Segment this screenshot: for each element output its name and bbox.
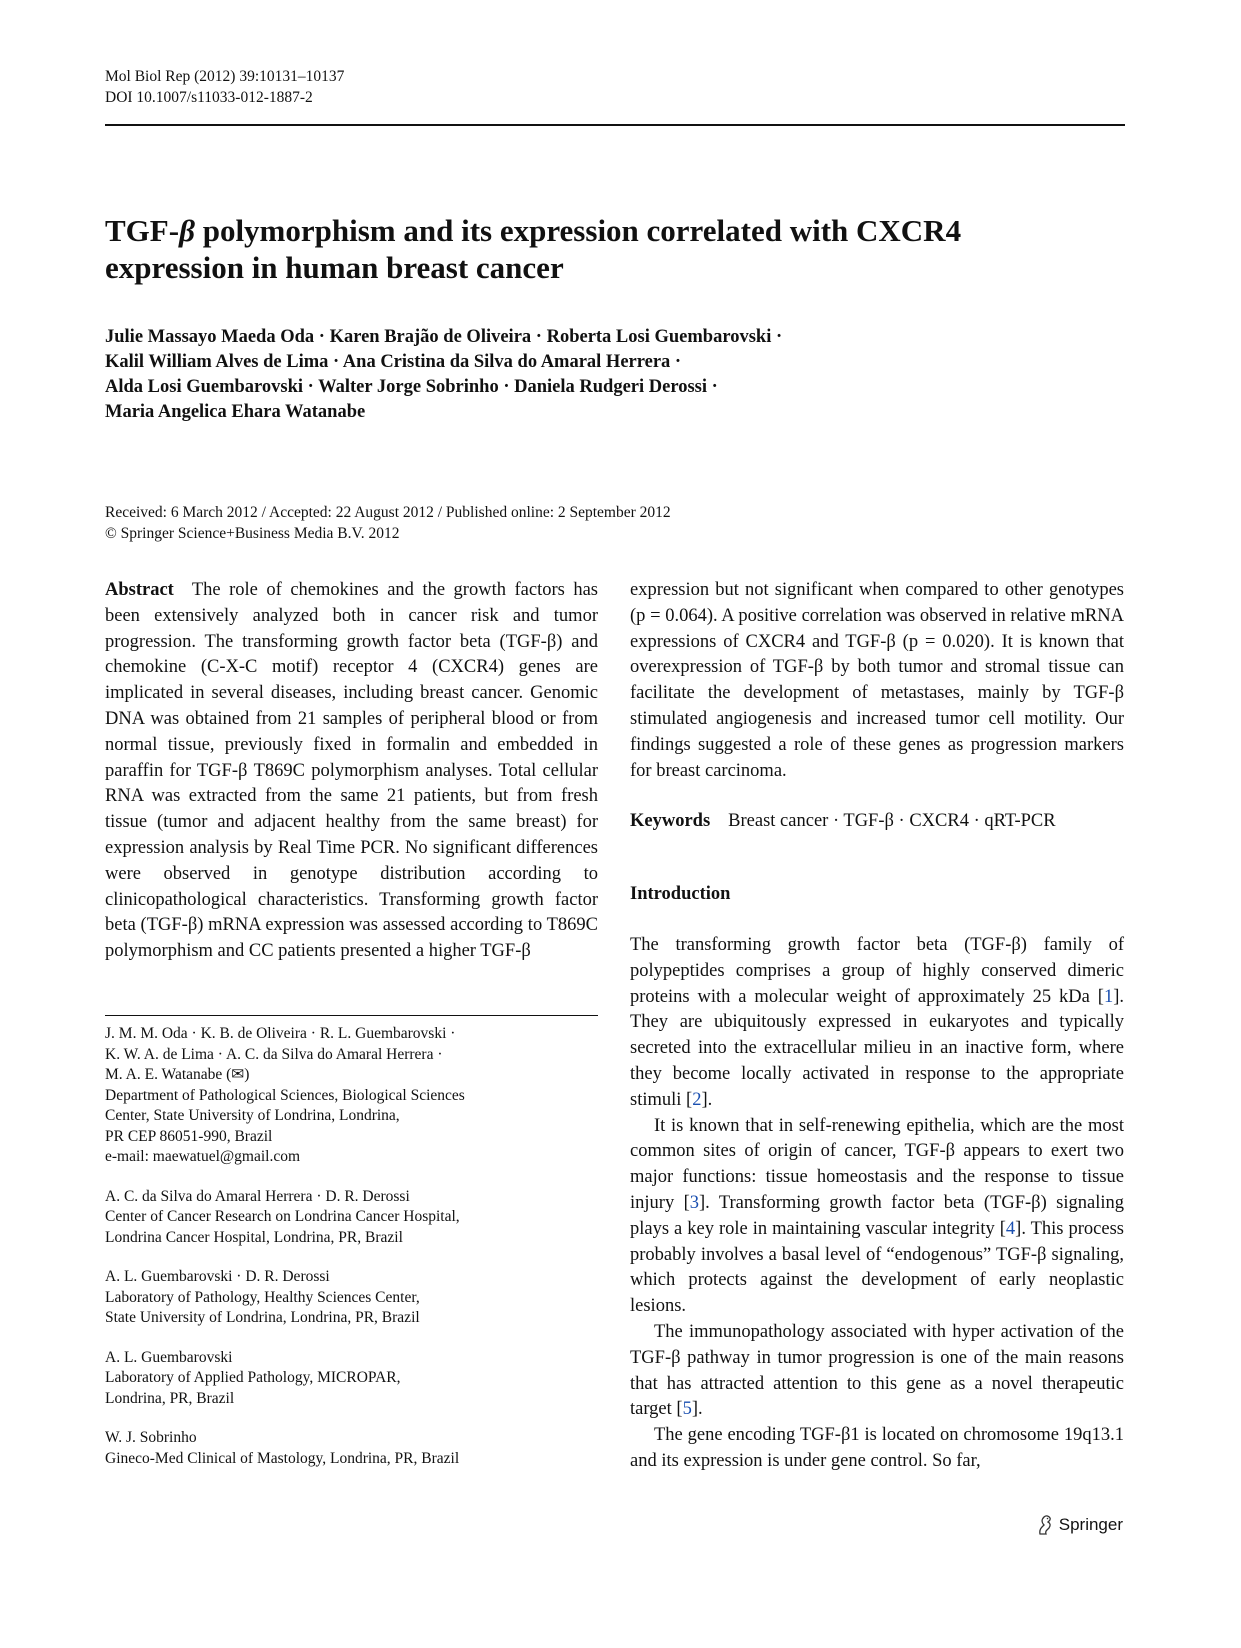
affiliation-line: Londrina Cancer Hospital, Londrina, PR, Brazil (105, 1228, 403, 1246)
abstract-left (105, 578, 598, 965)
affiliation-line: M. A. E. Watanabe (✉) (105, 1066, 250, 1083)
author-line: Kalil William Alves de Lima · Ana Cristina da Silva do Amaral Herrera · (105, 352, 682, 372)
affiliation-line: Department of Pathological Sciences, Biological Sciences (105, 1086, 465, 1104)
intro-paragraph: It is known that in self-renewing epithelia, which are the most common sites of origin of cancer, TGF-β appears to exert two major functions: tissue homeostasis and the response to tissue injury [3]. Transforming growth factor beta (TGF-β) signaling plays a key role in maintaining vascular integrity [4]. This process probably involves a basal level of “endogenous” TGF-β signaling, which protects against the development of early neoplastic lesions. (630, 1115, 1124, 1317)
affiliation-line: Center, State University of Londrina, Londrina, (105, 1107, 400, 1124)
right-column (630, 578, 1124, 1475)
section-heading-introduction: Introduction (630, 884, 731, 905)
doi: DOI 10.1007/s11033-012-1887-2 (105, 89, 313, 106)
affiliation-line: K. W. A. de Lima · A. C. da Silva do Amaral Herrera · (105, 1045, 443, 1063)
springer-horse-icon (1036, 1514, 1054, 1536)
left-column (105, 578, 598, 965)
affiliation-line: State University of Londrina, Londrina, PR, Brazil (105, 1309, 420, 1326)
citation-link[interactable]: 4 (1005, 1218, 1016, 1239)
publication-dates (105, 502, 671, 544)
affiliation-line: e-mail: maewatuel@gmail.com (105, 1148, 301, 1165)
affiliation-line: Center of Cancer Research on Londrina Cancer Hospital, (105, 1208, 460, 1225)
received-dates: Received: 6 March 2012 / Accepted: 22 August 2012 / Published online: 2 September 2012 (105, 504, 671, 521)
abstract-right: expression but not significant when compared to other genotypes (p = 0.064). A positive correlation was observed in relative mRNA expressions of CXCR4 and TGF-β (p = 0.020). It is known that overexpression of TGF-β by both tumor and stromal tissue can facilitate the development of metastases, mainly by TGF-β stimulated angiogenesis and increased tumor cell motility. Our findings suggested a role of these genes as progression markers for breast carcinoma. (630, 580, 1124, 781)
publisher-name: Springer (1058, 1515, 1123, 1534)
intro-paragraph: The gene encoding TGF-β1 is located on chromosome 19q13.1 and its expression is under gene control. So far, (630, 1425, 1124, 1471)
abstract-label: Abstract (105, 580, 174, 600)
keywords-text: Breast cancer · TGF-β · CXCR4 · qRT-PCR (728, 811, 1056, 832)
affiliation-line: Laboratory of Applied Pathology, MICROPAR, (105, 1369, 401, 1386)
author-list (105, 325, 1105, 425)
intro-paragraph: The immunopathology associated with hyper activation of the TGF-β pathway in tumor progression is one of the main reasons that has attracted attention to this gene as a novel therapeutic target [5]. (630, 1321, 1124, 1420)
affiliation-line: J. M. M. Oda · K. B. de Oliveira · R. L. Guembarovski · (105, 1025, 456, 1042)
citation-link[interactable]: 3 (689, 1192, 700, 1213)
header-rule (105, 124, 1125, 126)
footnote-rule (105, 1015, 598, 1016)
copyright: © Springer Science+Business Media B.V. 2012 (105, 525, 400, 542)
journal-header (105, 66, 344, 108)
author-line: Alda Losi Guembarovski · Walter Jorge Sobrinho · Daniela Rudgeri Derossi · (105, 377, 718, 397)
affiliation-block (105, 1187, 605, 1249)
author-line: Julie Massayo Maeda Oda · Karen Brajão de Oliveira · Roberta Losi Guembarovski · (105, 327, 783, 347)
keywords-label: Keywords (630, 811, 711, 832)
affiliation-line: A. C. da Silva do Amaral Herrera · D. R. Derossi (105, 1187, 410, 1205)
affiliation-block (105, 1024, 605, 1168)
affiliation-line: A. L. Guembarovski · D. R. Derossi (105, 1268, 330, 1285)
paper-title: TGF-β polymorphism and its expression correlated with CXCR4 expression in human breast cancer (105, 213, 962, 285)
keywords (630, 809, 1124, 835)
citation-link[interactable]: 2 (692, 1089, 702, 1110)
affiliation-line: Laboratory of Pathology, Healthy Sciences Center, (105, 1288, 420, 1306)
affiliation-line: W. J. Sobrinho (105, 1429, 197, 1446)
affiliation-line: A. L. Guembarovski (105, 1348, 233, 1366)
author-line: Maria Angelica Ehara Watanabe (105, 402, 366, 422)
citation-link[interactable]: 1 (1103, 986, 1114, 1007)
affiliation-line: PR CEP 86051-990, Brazil (105, 1127, 273, 1145)
affiliation-line: Gineco-Med Clinical of Mastology, Londrina, PR, Brazil (105, 1449, 460, 1467)
publisher-logo (1036, 1514, 1123, 1536)
affiliation-block (105, 1348, 605, 1410)
affiliation-line: Londrina, PR, Brazil (105, 1389, 235, 1407)
affiliation-block (105, 1267, 605, 1329)
affiliations (105, 1024, 605, 1488)
journal-citation: Mol Biol Rep (2012) 39:10131–10137 (105, 68, 345, 85)
citation-link[interactable]: 5 (682, 1399, 692, 1420)
abstract-text: The role of chemokines and the growth factors has been extensively analyzed both in cancer risk and tumor progression. The transforming growth factor beta (TGF-β) and chemokine (C-X-C motif) receptor 4 (CXCR4) genes are implicated in several diseases, including breast cancer. Genomic DNA was obtained from 21 samples of peripheral blood or from normal tissue, previously fixed in formalin and embedded in paraffin for TGF-β T869C polymorphism analyses. Total cellular RNA was extracted from the same 21 patients, but from fresh tissue (tumor and adjacent healthy from the same breast) for expression analysis by Real Time PCR. No significant differences were observed in genotype distribution according to clinicopathological characteristics. Transforming growth factor beta (TGF-β) mRNA expression was assessed according to T869C polymorphism and CC patients presented a higher TGF-β (105, 580, 598, 962)
affiliation-block (105, 1428, 605, 1469)
intro-paragraph: The transforming growth factor beta (TGF-β) family of polypeptides comprises a group of highly conserved dimeric proteins with a molecular weight of approximately 25 kDa [1]. They are ubiquitously expressed in eukaryotes and typically secreted into the extracellular milieu in an inactive form, where they become locally activated in response to the appropriate stimuli [2]. (630, 934, 1124, 1110)
